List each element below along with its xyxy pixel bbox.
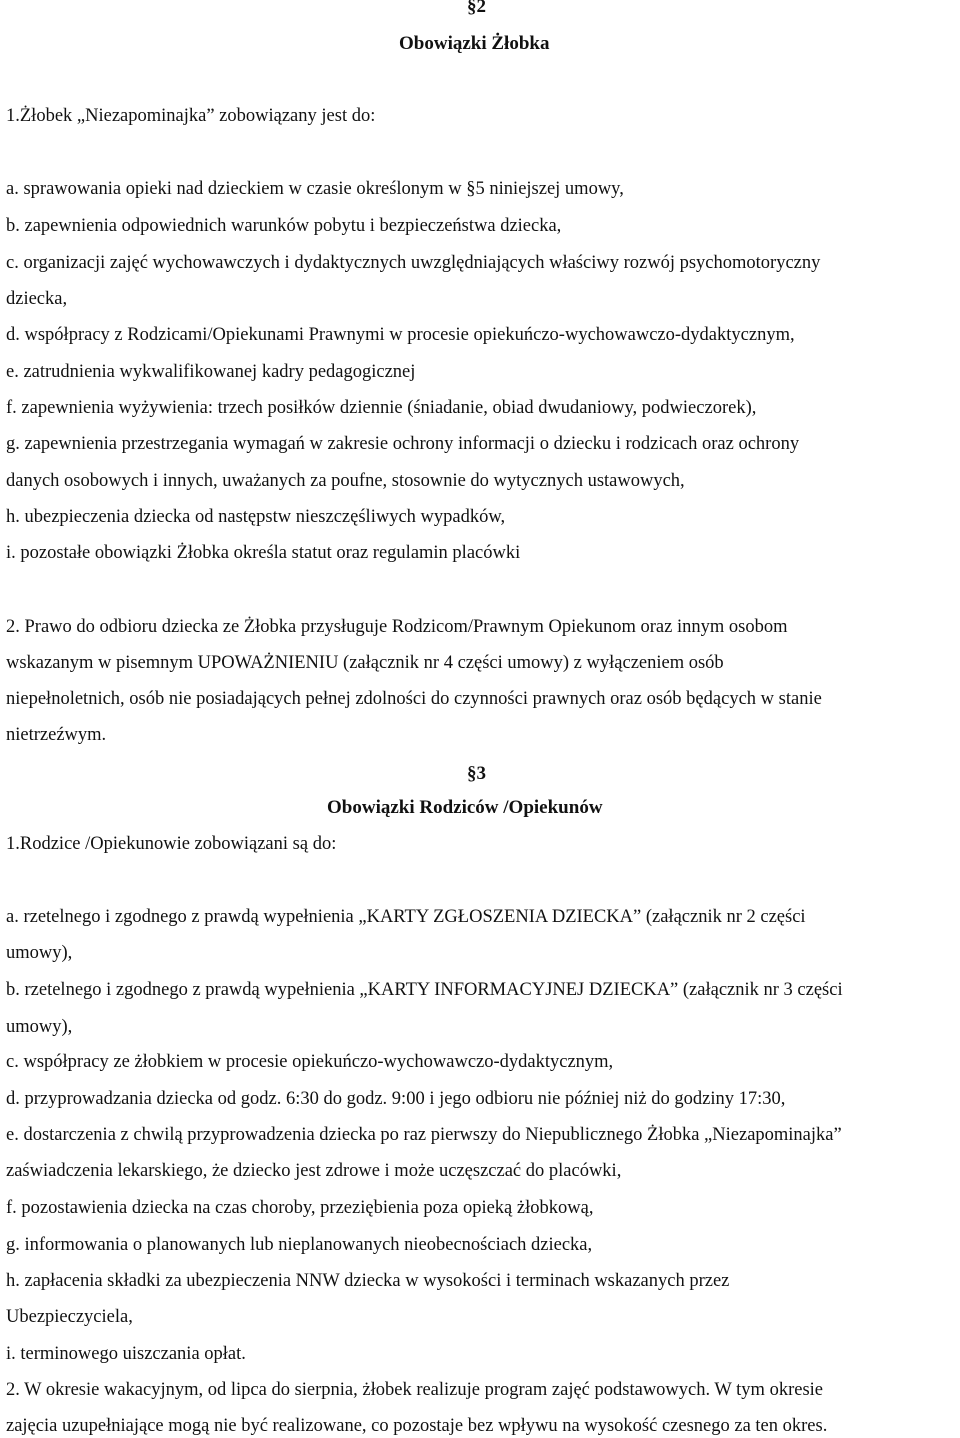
section-2-intro: 1.Żłobek „Niezapominajka” zobowiązany jest do: [6, 106, 376, 126]
list-item: f. zapewnienia wyżywienia: trzech posiłków dziennie (śniadanie, obiad dwudaniowy, podwieczorek), [6, 398, 757, 418]
section-2-title: Obowiązki Żłobka [399, 33, 550, 54]
list-item: dziecka, [6, 289, 68, 309]
list-item: f. pozostawienia dziecka na czas choroby, przeziębienia poza opieką żłobkową, [6, 1198, 594, 1218]
list-item: h. zapłacenia składki za ubezpieczenia NNW dziecka w wysokości i terminach wskazanych przez [6, 1271, 730, 1291]
list-item: h. ubezpieczenia dziecka od następstw nieszczęśliwych wypadków, [6, 507, 506, 527]
paragraph-line: nietrzeźwym. [6, 725, 107, 745]
list-item: c. współpracy ze żłobkiem w procesie opiekuńczo-wychowawczo-dydaktycznym, [6, 1052, 614, 1072]
list-item: i. terminowego uiszczania opłat. [6, 1344, 246, 1364]
paragraph-line: 2. Prawo do odbioru dziecka ze Żłobka przysługuje Rodzicom/Prawnym Opiekunom oraz innym osobom [6, 617, 788, 637]
list-item: zaświadczenia lekarskiego, że dziecko jest zdrowe i może uczęszczać do placówki, [6, 1161, 622, 1181]
list-item: i. pozostałe obowiązki Żłobka określa statut oraz regulamin placówki [6, 543, 521, 563]
list-item: Ubezpieczyciela, [6, 1307, 133, 1327]
list-item: e. dostarczenia z chwilą przyprowadzenia dziecka po raz pierwszy do Niepublicznego Żłobka „Niezapominajka” [6, 1125, 842, 1145]
list-item: b. rzetelnego i zgodnego z prawdą wypełnienia „KARTY INFORMACYJNEJ DZIECKA” (załącznik nr 3 części [6, 980, 843, 1000]
section-3-title: Obowiązki Rodziców /Opiekunów [327, 797, 603, 818]
section-3-mark: §3 [467, 763, 486, 784]
paragraph-line: niepełnoletnich, osób nie posiadających pełnej zdolności do czynności prawnych oraz osób będących w stanie [6, 689, 822, 709]
paragraph-line: 2. W okresie wakacyjnym, od lipca do sierpnia, żłobek realizuje program zajęć podstawowych. W tym okresie [6, 1380, 823, 1400]
paragraph-line: wskazanym w pisemnym UPOWAŻNIENIU (załącznik nr 4 części umowy) z wyłączeniem osób [6, 653, 724, 673]
list-item: danych osobowych i innych, uważanych za poufne, stosownie do wytycznych ustawowych, [6, 471, 685, 491]
list-item: umowy), [6, 943, 73, 963]
list-item: umowy), [6, 1017, 73, 1037]
list-item: a. rzetelnego i zgodnego z prawdą wypełnienia „KARTY ZGŁOSZENIA DZIECKA” (załącznik nr 2 części [6, 907, 806, 927]
section-3-intro: 1.Rodzice /Opiekunowie zobowiązani są do: [6, 834, 337, 854]
section-2-mark: §2 [467, 0, 486, 17]
list-item: g. informowania o planowanych lub nieplanowanych nieobecnościach dziecka, [6, 1235, 593, 1255]
list-item: b. zapewnienia odpowiednich warunków pobytu i bezpieczeństwa dziecka, [6, 216, 562, 236]
list-item: d. współpracy z Rodzicami/Opiekunami Prawnymi w procesie opiekuńczo-wychowawczo-dydaktycznym, [6, 325, 795, 345]
list-item: d. przyprowadzania dziecka od godz. 6:30 do godz. 9:00 i jego odbioru nie później niż do godziny 17:30, [6, 1089, 786, 1109]
list-item: g. zapewnienia przestrzegania wymagań w zakresie ochrony informacji o dziecku i rodzicach oraz ochrony [6, 434, 800, 454]
list-item: c. organizacji zajęć wychowawczych i dydaktycznych uwzględniających właściwy rozwój psychomotoryczny [6, 253, 821, 273]
list-item: a. sprawowania opieki nad dzieckiem w czasie określonym w §5 niniejszej umowy, [6, 179, 624, 199]
paragraph-line: zajęcia uzupełniające mogą nie być realizowane, co pozostaje bez wpływu na wysokość czesnego za ten okres. [6, 1416, 828, 1436]
list-item: e. zatrudnienia wykwalifikowanej kadry pedagogicznej [6, 362, 416, 382]
